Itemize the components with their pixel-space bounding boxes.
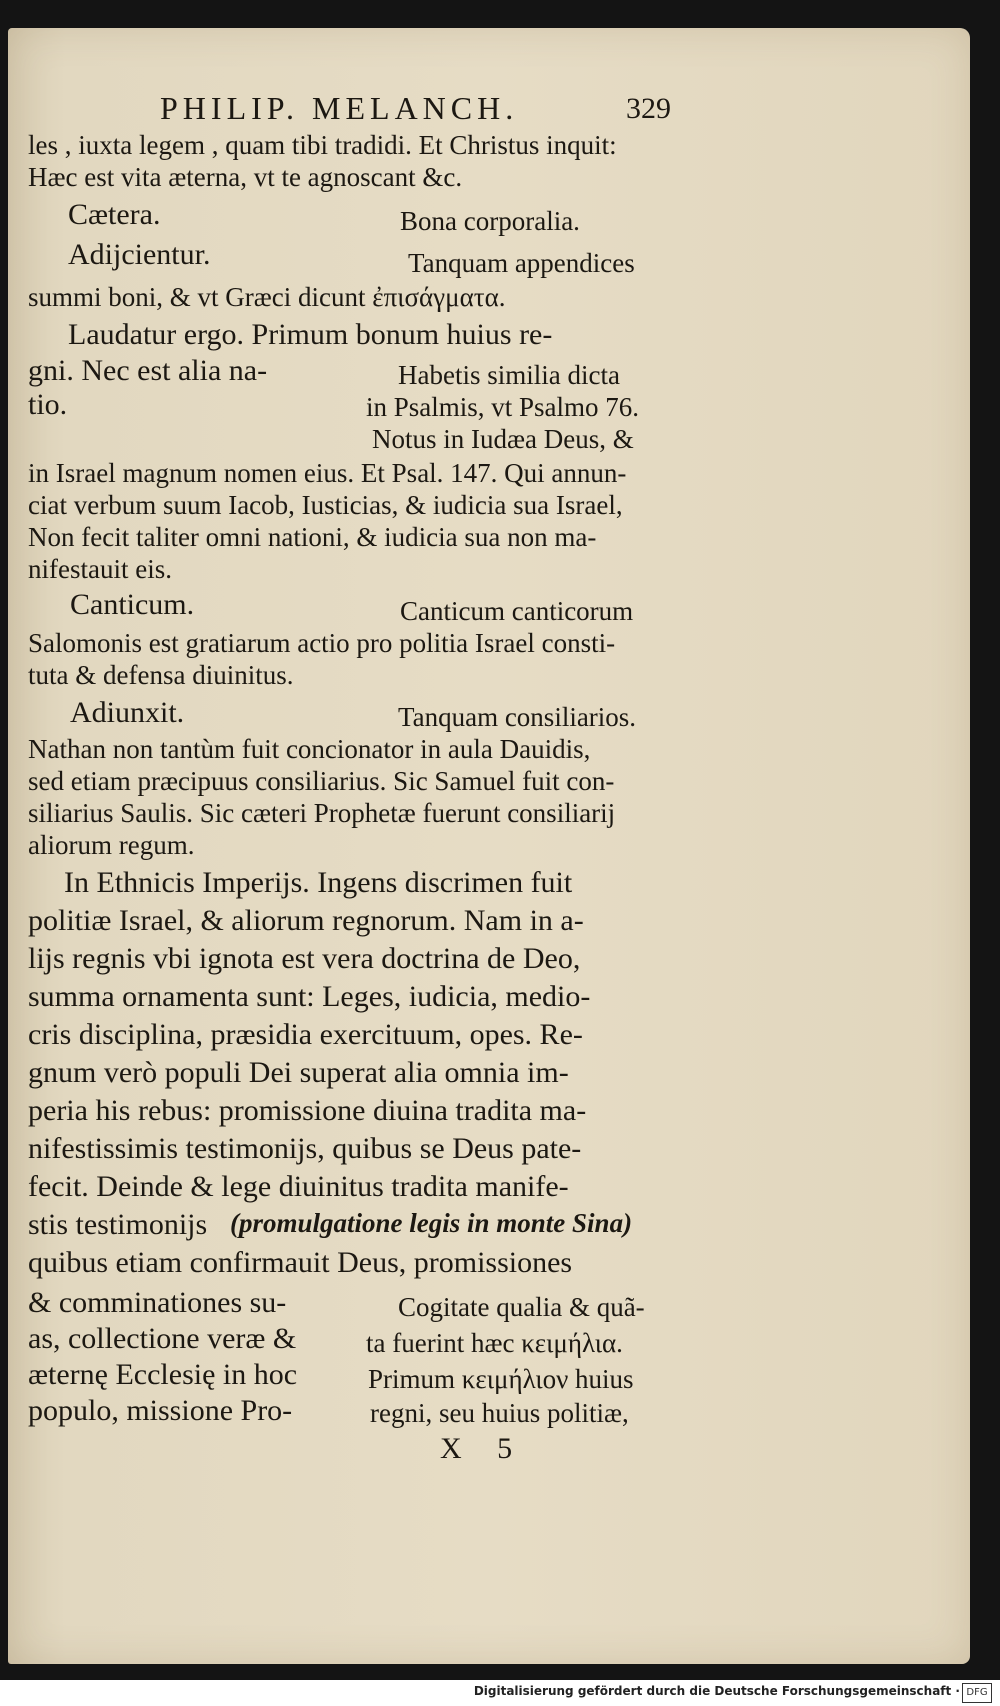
footer-bar [0, 1680, 1000, 1706]
signature-mark: X 5 [440, 1432, 527, 1465]
text-line: aliorum regum. [28, 830, 195, 860]
gloss: Notus in Iudæa Deus, & [372, 424, 634, 454]
text-line: nifestissimis testimonijs, quibus se Deus pate- [28, 1132, 582, 1165]
gloss: Cogitate qualia & quã- [398, 1292, 645, 1322]
text-line: in Israel magnum nomen eius. Et Psal. 147. Qui annun- [28, 458, 627, 488]
text-line: cris disciplina, præsidia exercituum, opes. Re- [28, 1018, 583, 1051]
text-line: lijs regnis vbi ignota est vera doctrina de Deo, [28, 942, 581, 975]
dfg-logo: DFG [962, 1683, 992, 1703]
italic-phrase: (promulgatione legis in monte Sina) [230, 1208, 633, 1238]
gloss: Bona corporalia. [400, 206, 580, 236]
text-line: les , iuxta legem , quam tibi tradidi. Et Christus inquit: [28, 130, 617, 160]
gloss: Canticum canticorum [400, 596, 634, 626]
text-line: sed etiam præcipuus consiliarius. Sic Samuel fuit con- [28, 766, 615, 796]
text-line: quibus etiam confirmauit Deus, promissiones [28, 1246, 573, 1279]
text-line: ciat verbum suum Iacob, Iusticias, & iudicia sua Israel, [28, 490, 623, 520]
gloss: Primum κειμήλιον huius [368, 1364, 634, 1394]
text-line: In Ethnicis Imperijs. Ingens discrimen fuit [64, 866, 573, 899]
gloss: Tanquam consiliarios. [398, 702, 637, 732]
lemma: Cætera. [68, 198, 161, 231]
text-line: nifestauit eis. [28, 554, 172, 584]
gloss: Habetis similia dicta [398, 360, 620, 390]
text-line: gnum verò populi Dei superat alia omnia im- [28, 1056, 569, 1089]
text-line: tuta & defensa diuinitus. [28, 660, 294, 690]
text-line: Salomonis est gratiarum actio pro politia Israel consti- [28, 628, 616, 658]
text-line: & comminationes su- [28, 1286, 287, 1319]
gloss: Tanquam appendices [408, 248, 635, 278]
gloss: in Psalmis, vt Psalmo 76. [366, 392, 640, 422]
gloss: ta fuerint hæc κειμήλια. [366, 1328, 623, 1358]
text-line: stis testimonijs [28, 1208, 208, 1241]
text-line: gni. Nec est alia na- [28, 354, 268, 387]
text-line: Nathan non tantùm fuit concionator in aula Dauidis, [28, 734, 591, 764]
lemma: Adiunxit. [70, 696, 185, 729]
page-number: 329 [626, 92, 671, 125]
text-line: æternę Ecclesię in hoc [28, 1358, 298, 1391]
text-line: peria his rebus: promissione diuina tradita ma- [28, 1094, 587, 1127]
text-line: populo, missione Pro- [28, 1394, 293, 1427]
text-line: Laudatur ergo. Primum bonum huius re- [68, 318, 553, 351]
text-line: fecit. Deinde & lege diuinitus tradita manife- [28, 1170, 569, 1203]
lemma: Adijcientur. [68, 238, 211, 271]
text-line: as, collectione veræ & [28, 1322, 297, 1355]
running-head: PHILIP. MELANCH. [160, 90, 519, 126]
text-line: summa ornamenta sunt: Leges, iudicia, medio- [28, 980, 591, 1013]
text-line: Non fecit taliter omni nationi, & iudicia sua non ma- [28, 522, 597, 552]
text-line: Hæc est vita æterna, vt te agnoscant &c. [28, 162, 463, 192]
gloss: regni, seu huius politiæ, [370, 1398, 629, 1428]
text-line: tio. [28, 388, 68, 421]
lemma: Canticum. [70, 588, 195, 621]
text-line: summi boni, & vt Græci dicunt ἐπισάγματα. [28, 282, 506, 312]
footer-credit: Digitalisierung gefördert durch die Deutsche Forschungsgemeinschaft · [473, 1684, 960, 1698]
text-line: siliarius Saulis. Sic cæteri Prophetæ fuerunt consiliarij [28, 798, 616, 828]
text-line: politiæ Israel, & aliorum regnorum. Nam in a- [28, 904, 584, 937]
